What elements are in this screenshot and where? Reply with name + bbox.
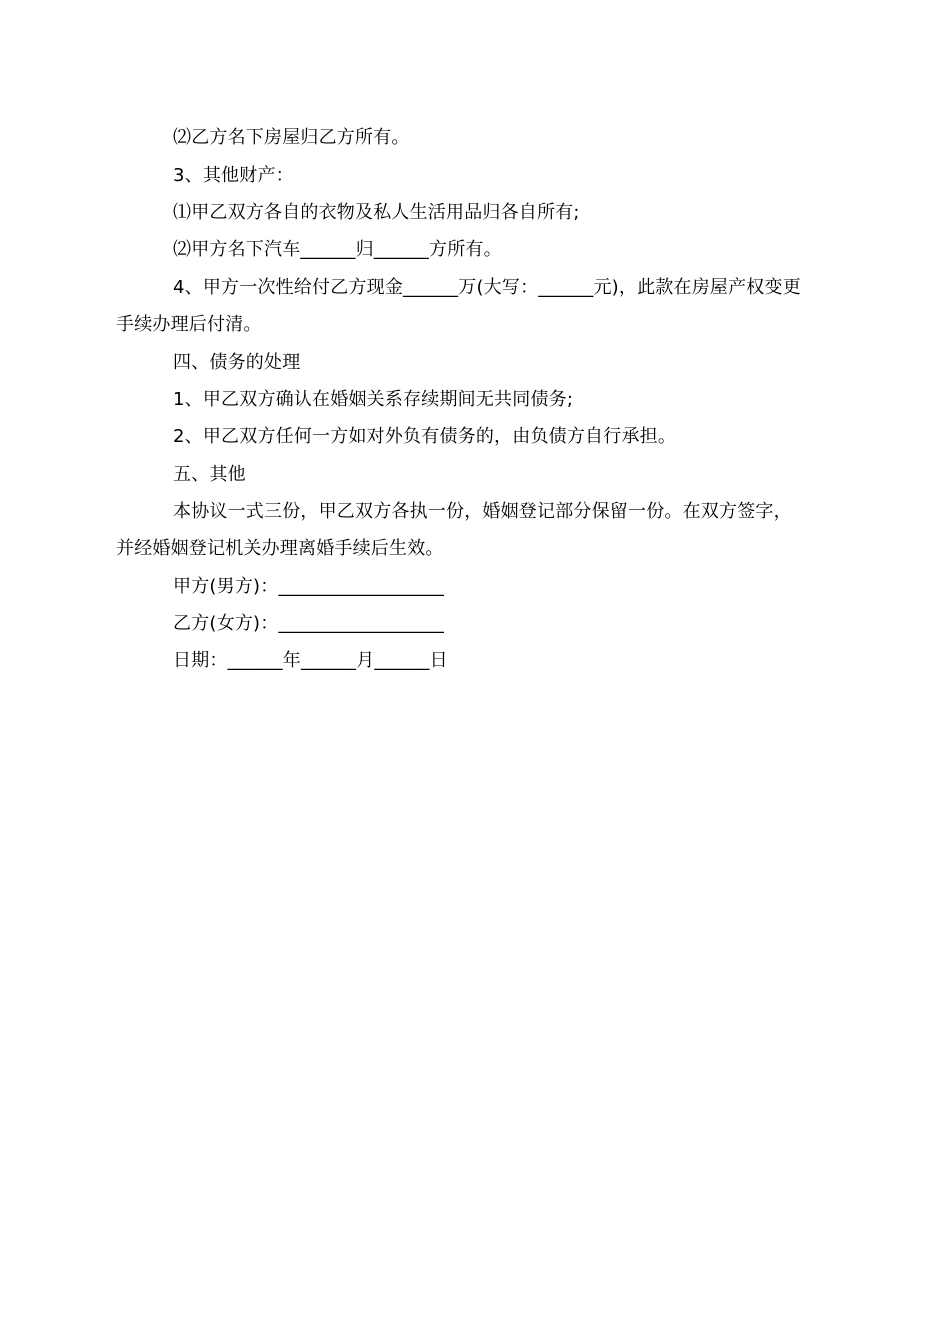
clause-personal-items: ⑴甲乙双方各自的衣物及私人生活用品归各自所有;: [173, 202, 580, 223]
signature-party-a: 甲方(男方)：__________________: [173, 576, 445, 597]
section-other-heading: 五、其他: [173, 464, 246, 485]
clause-house-to-b: ⑵乙方名下房屋归乙方所有。: [173, 127, 410, 148]
clause-individual-debt: 2、甲乙双方任何一方如对外负有债务的，由负债方自行承担。: [173, 426, 677, 447]
clause-cash-payment: 4、甲方一次性给付乙方现金______万(大写：______元)，此款在房屋产权变更: [173, 277, 801, 298]
clause-car: ⑵甲方名下汽车______归______方所有。: [173, 239, 502, 260]
section-debt-heading: 四、债务的处理: [173, 352, 301, 373]
clause-copies: 本协议一式三份，甲乙双方各执一份，婚姻登记部分保留一份。在双方签字，: [173, 501, 792, 522]
signature-party-b: 乙方(女方)：__________________: [173, 613, 445, 634]
section-other-property-heading: 3、其他财产：: [173, 165, 294, 186]
clause-no-common-debt: 1、甲乙双方确认在婚姻关系存续期间无共同债务;: [173, 389, 574, 410]
clause-copies-continued: 并经婚姻登记机关办理离婚手续后生效。: [116, 538, 444, 559]
clause-cash-payment-continued: 手续办理后付清。: [116, 314, 262, 335]
signature-date: 日期：______年______月______日: [173, 650, 448, 671]
